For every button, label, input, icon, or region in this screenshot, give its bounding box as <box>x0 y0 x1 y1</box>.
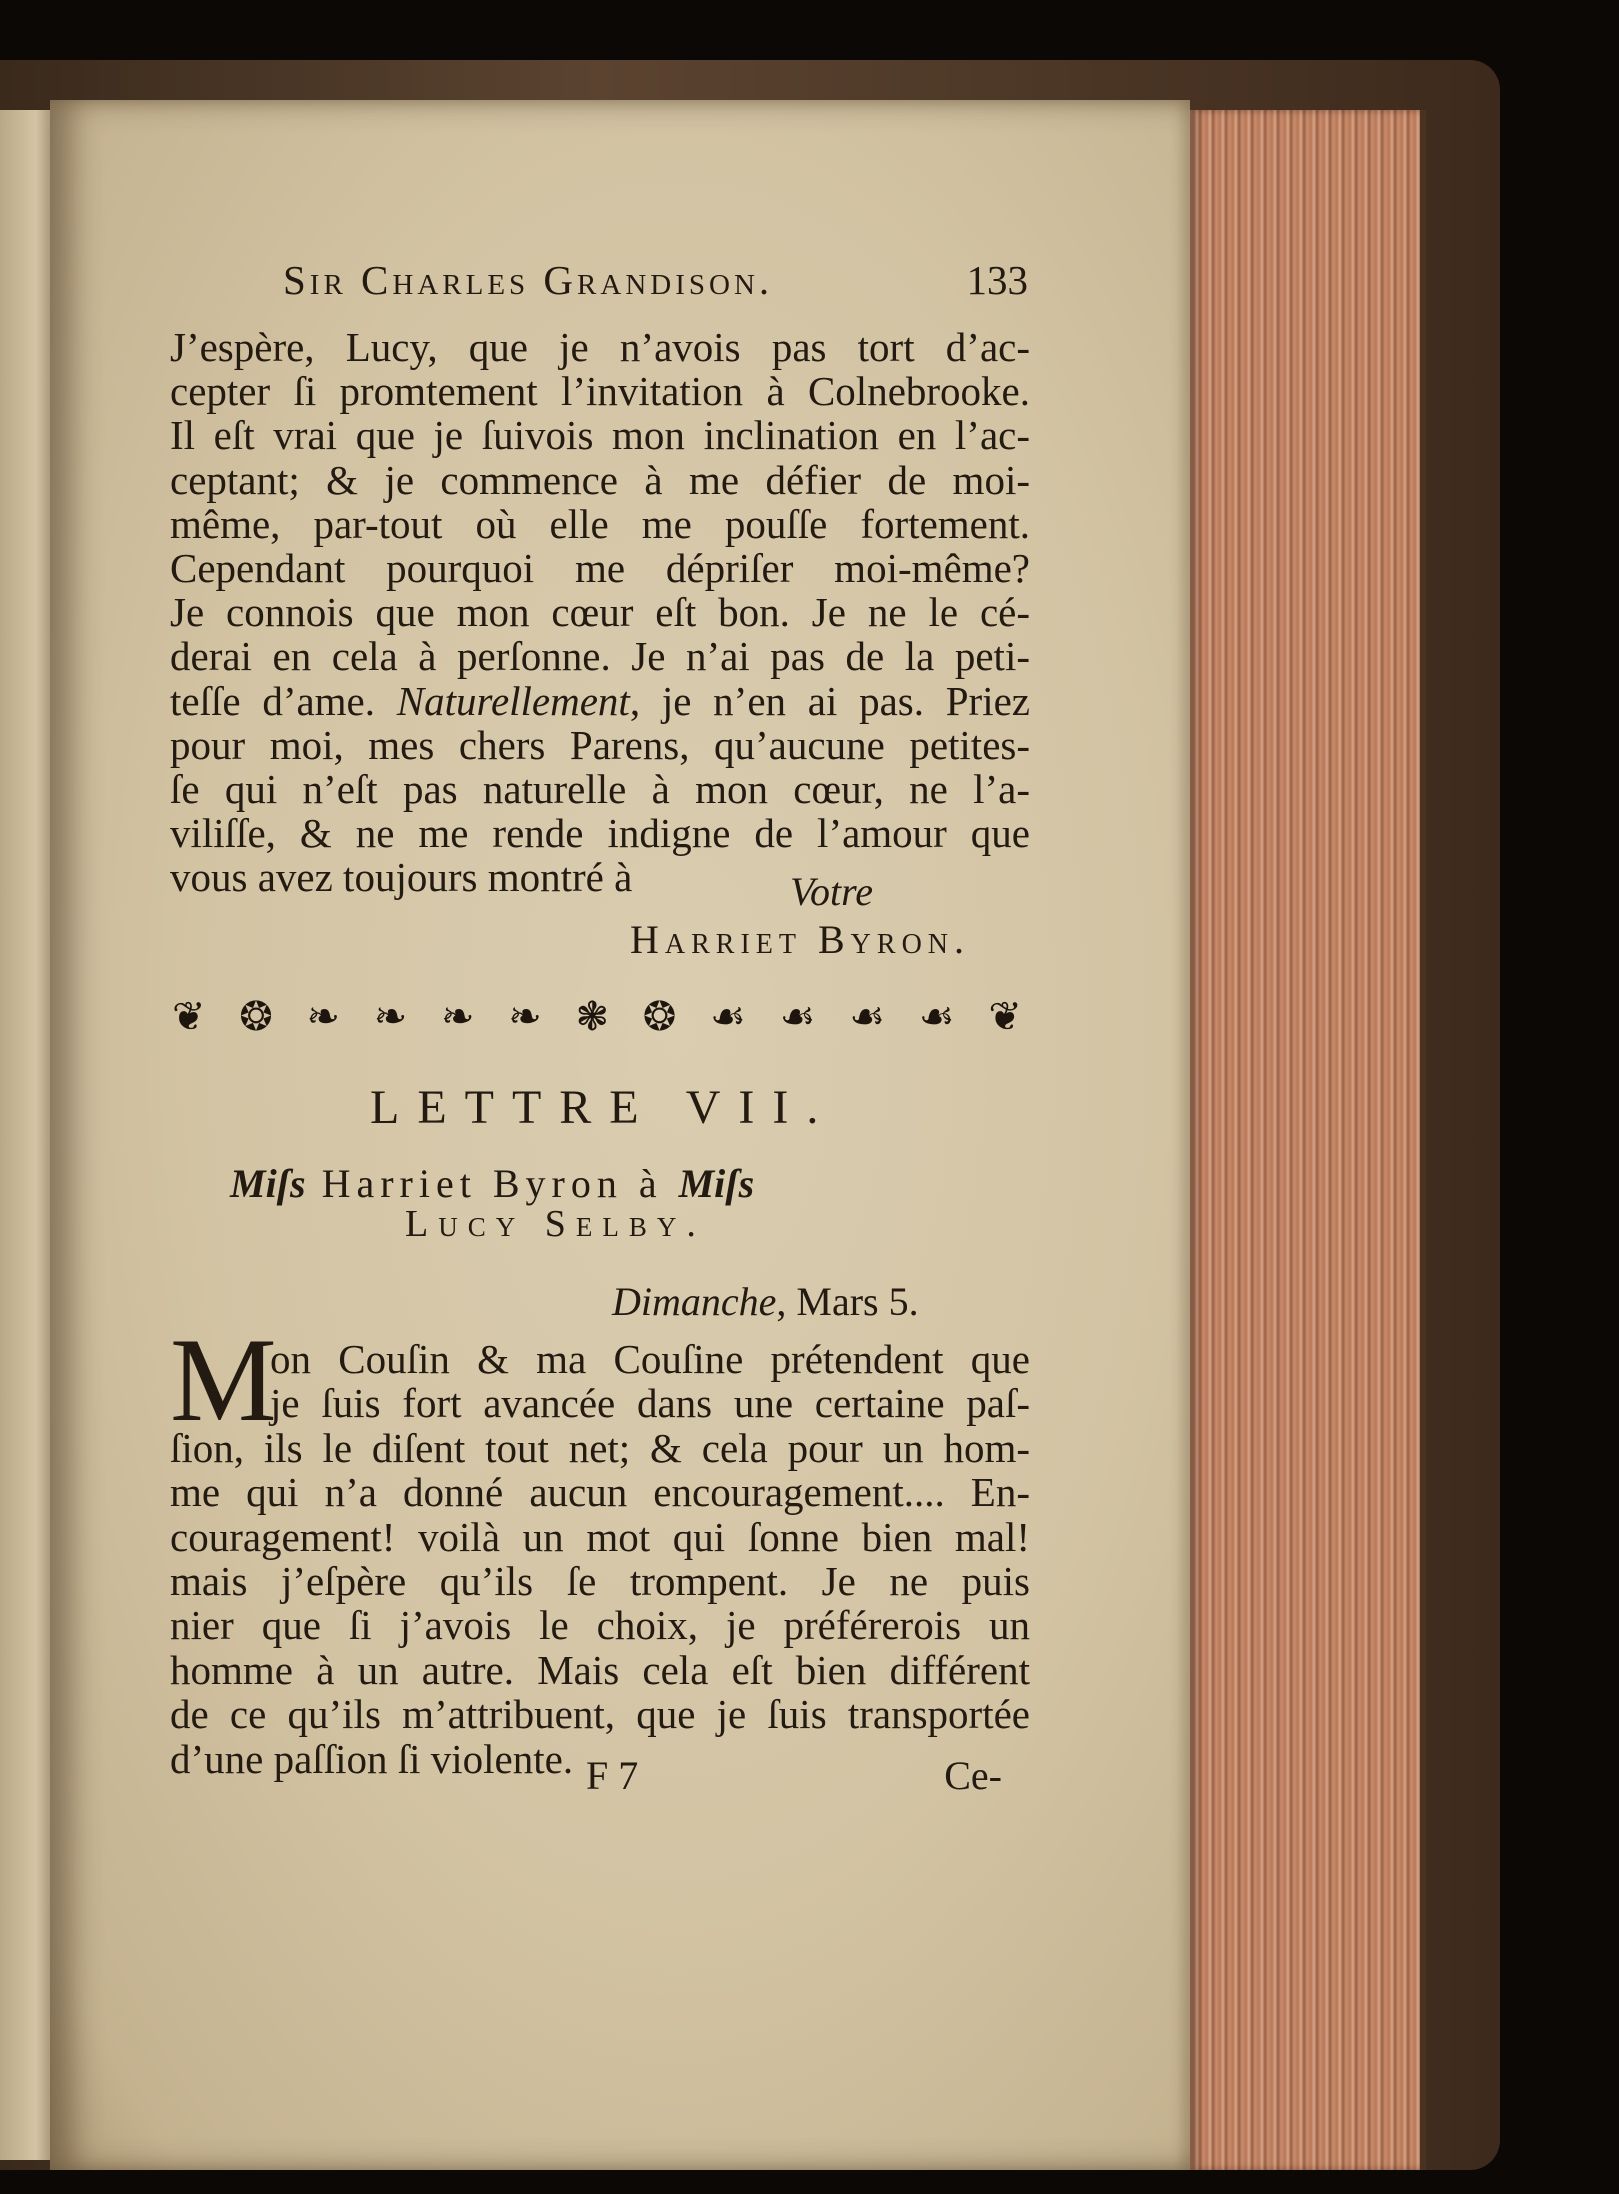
text-line: Cependant pourquoi me dépriſer moi-même? <box>170 544 1030 591</box>
text-segment: teſſe d’ame. <box>170 677 376 724</box>
text-line: cepter ſi promtement l’invitation à Colnebrooke. <box>170 368 1030 415</box>
signature-name: Harriet Byron. <box>630 917 971 962</box>
letter-address-line-1 <box>230 1160 754 1207</box>
fleuron-icon: ❧ <box>441 994 475 1039</box>
text-line: couragement! voilà un mot qui ſonne bien mal! <box>170 1513 1030 1560</box>
drop-cap: M <box>170 1313 277 1446</box>
text-line: on Couſin & ma Couſine prétendent que <box>270 1336 1030 1382</box>
text-segment: , je n’en ai pas. Priez <box>629 677 1030 724</box>
text-line-mixed <box>170 679 1030 723</box>
catchword: Ce- <box>944 1753 1002 1798</box>
miss-label: Miſs <box>230 1161 306 1206</box>
scroll-ornament-icon: ❦ <box>172 994 206 1039</box>
text-line: je ſuis fort avancée dans une certaine paſ- <box>270 1380 1030 1427</box>
text-line: me qui n’a donné aucun encouragement.... En- <box>170 1469 1030 1516</box>
page-edges <box>1190 110 1426 2170</box>
text-line: d’une paſſion ſi violente. <box>170 1735 574 1782</box>
signature-closing: Votre <box>790 869 873 914</box>
scroll-ornament-icon: ❦ <box>988 994 1022 1039</box>
text-line: de ce qu’ils m’attribuent, que je ſuis transportée <box>170 1691 1030 1738</box>
recipient-name: Lucy Selby. <box>405 1203 706 1245</box>
fleuron-icon: ☙ <box>779 994 816 1039</box>
running-title: Sir Charles Grandison. <box>283 257 774 303</box>
text-line: Je connois que mon cœur eſt bon. Je ne le cé- <box>170 589 1030 636</box>
fleuron-icon: ❧ <box>373 994 408 1039</box>
text-line: ſe qui n’eſt pas naturelle à mon cœur, ne l’a- <box>170 765 1030 812</box>
signature-mark: F 7 <box>586 1753 639 1798</box>
italic-word: Naturellement <box>396 677 630 724</box>
text-line: nier que ſi j’avois le choix, je préférerois un <box>170 1602 1030 1649</box>
paragraph-2 <box>170 1337 1030 1781</box>
text-line: pour moi, mes chers Parens, qu’aucune petites- <box>170 721 1030 768</box>
scroll-ornament-icon: ❃ <box>575 994 610 1039</box>
text-line: Il eſt vrai que je ſuivois mon inclination en l’ac- <box>170 412 1030 459</box>
sender-name: Harriet Byron <box>321 1161 623 1206</box>
knot-ornament-icon: ❂ <box>642 994 677 1039</box>
text-line: même, par-tout où elle me pouſſe fortement. <box>170 500 1030 547</box>
text-line: derai en cela à perſonne. Je n’ai pas de la peti- <box>170 633 1030 680</box>
text-line: J’espère, Lucy, que je n’avois pas tort d’ac- <box>170 324 1030 370</box>
text-line: viliſſe, & ne me rende indigne de l’amour que <box>170 810 1030 857</box>
fleuron-icon: ❧ <box>508 994 542 1039</box>
fleuron-icon: ☙ <box>849 994 886 1039</box>
letter-heading: LETTRE VII. <box>370 1081 837 1134</box>
text-line: ſion, ils le diſent tout net; & cela pour un hom- <box>170 1424 1030 1471</box>
miss-label: Miſs <box>678 1161 755 1206</box>
running-head <box>283 256 1028 316</box>
paragraph-1 <box>170 325 1030 899</box>
knot-ornament-icon: ❂ <box>239 994 273 1039</box>
address-a: à <box>638 1161 663 1206</box>
date-day: Dimanche <box>612 1279 777 1324</box>
text-line: vous avez toujours montré à <box>170 854 633 901</box>
date-rest: , Mars 5. <box>776 1279 919 1324</box>
fleuron-icon: ❧ <box>306 994 341 1039</box>
text-line: homme à un autre. Mais cela eſt bien différent <box>170 1646 1030 1693</box>
page-footer <box>170 1752 1002 1802</box>
fleuron-icon: ☙ <box>710 994 746 1039</box>
fleuron-icon: ☙ <box>918 994 955 1039</box>
page-number: 133 <box>966 257 1028 303</box>
text-line: mais j’eſpère qu’ils ſe trompent. Je ne puis <box>170 1557 1030 1604</box>
dateline <box>612 1278 919 1325</box>
ornament-band <box>172 990 1022 1044</box>
text-line: ceptant; & je commence à me défier de moi- <box>170 456 1030 503</box>
